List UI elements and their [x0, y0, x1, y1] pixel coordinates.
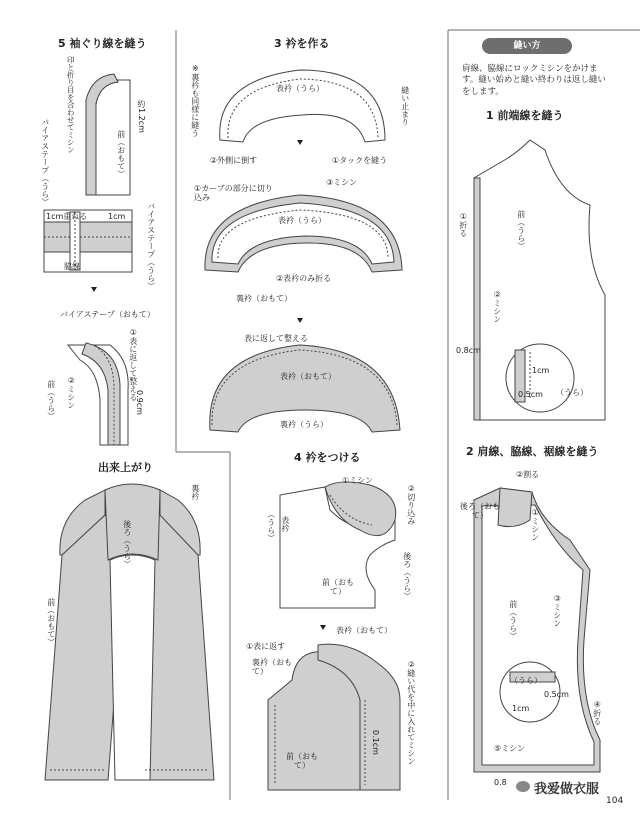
step5-mark-align-label: 印と折り目を合わせてミシン — [66, 56, 76, 154]
step3-heading: 3 衿を作る — [274, 37, 330, 50]
step5-arrow-1 — [91, 287, 97, 292]
step1-heading: 1 前端線を縫う — [486, 109, 564, 122]
step5-overlap-label: 1cm重ねる — [46, 212, 88, 221]
step4-machine1-label: ①ミシン — [342, 476, 373, 485]
step3-collar-piece-3 — [210, 345, 400, 432]
step3-machine3-label: ③ミシン — [326, 178, 357, 187]
step5-heading: 5 袖ぐり線を縫う — [58, 37, 147, 50]
step4-seam-in-label: ②縫い代を中に入れてミシン — [406, 660, 416, 765]
step4-back-collar-label: 裏衿（おもて） — [252, 658, 292, 677]
step3-curve-clip-label: ①カーブの部分に切り込み — [194, 184, 273, 203]
step5-bias-finish-diagram — [68, 343, 128, 445]
step5-bias-tape-label: バイアステープ（うら） — [40, 118, 50, 206]
step2-front-back-label: 前（うら） — [508, 600, 518, 640]
step5-side-line-label: 脇線 — [64, 262, 80, 271]
step2-cm1-label: 1cm — [512, 704, 530, 713]
step3-stitch-stop-label: 縫い止まり — [400, 86, 410, 126]
wechat-logo-icon — [516, 781, 530, 792]
step4-cm01-label: 0.1cm — [370, 730, 380, 755]
step2-heading: 2 肩線、脇線、裾線を縫う — [466, 445, 599, 458]
step4-face-omote-label: 表衿（おもて） — [336, 626, 392, 635]
step4-heading: 4 衿をつける — [294, 451, 361, 464]
page-number: 104 — [606, 796, 624, 806]
watermark-text: 我爱做衣服 — [534, 782, 600, 797]
step1-machine-label: ②ミシン — [492, 290, 502, 323]
step2-fold4-label: ④折る — [592, 700, 602, 725]
finished-front-omote-label: 前（おもて） — [46, 598, 56, 646]
step4-front-omote-label: 前（おもて） — [322, 578, 354, 597]
step3-arrow-2 — [297, 318, 303, 323]
finished-back-collar-label: 裏衿 — [190, 484, 200, 500]
step2-machine1-label: ①ミシン — [530, 508, 540, 541]
finished-heading: 出来上がり — [98, 461, 153, 474]
step1-detail-circle — [506, 344, 574, 412]
step3-arrow-1 — [297, 140, 303, 145]
step4-face-collar-label: 表衿 — [280, 516, 290, 532]
step4-ura-label: （うら） — [266, 510, 276, 542]
step4-turn-in-label: ①表に返す — [246, 642, 286, 651]
step3-tuck-label: ①タックを縫う — [332, 156, 388, 165]
step2-back-front-label: 後ろ（おもて） — [460, 502, 500, 521]
step2-cm05-label: 0.5cm — [544, 690, 569, 699]
step4-front-omote2-label: 前（おもて） — [286, 752, 318, 771]
step4-arrow — [320, 625, 326, 630]
step2-cm08-label: 0.8 — [494, 778, 507, 787]
step5-bias-tape-omote-label: バイアステープ（おもて） — [60, 310, 155, 319]
how-to-sew-intro: 肩線、脇線にロックミシンをかけます。縫い始めと縫い終わりは返し縫いをします。 — [462, 64, 606, 97]
step2-machine3-label: ③ミシン — [552, 594, 562, 627]
step3-back-collar-ura-label: 裏衿（うら） — [280, 420, 328, 429]
step3-face-ura2-label: 表衿（うら） — [278, 216, 326, 225]
step5-fold-finish-label: ①表に返して整える — [128, 328, 138, 401]
step4-clip2-label: ②切り込み — [406, 484, 416, 525]
step5-bias-tape2-label: バイアステープ（うら） — [146, 202, 156, 290]
step1-fold-label: ①折る — [458, 212, 468, 237]
step2-ura-label: （うら） — [510, 676, 542, 685]
step3-note-same-label: ※裏衿も同様に縫う — [190, 64, 200, 137]
step5-cm09-label: 0.9cm — [134, 390, 144, 415]
step1-front-back-label: 前（うら） — [516, 210, 526, 250]
step3-face-omote-label: 表衿（おもて） — [280, 372, 336, 381]
step5-cm12-label: 約1.2cm — [136, 100, 146, 133]
finished-back-ura-label: 後ろ（うら） — [122, 520, 132, 568]
step4-back-ura-label: 後ろ（うら） — [402, 552, 412, 600]
step3-back-collar-label: 裏衿（おもて） — [236, 294, 292, 303]
step5-machine2-label: ②ミシン — [66, 376, 76, 409]
step3-collar-piece-2 — [205, 195, 402, 272]
step5-cm1-label: 1cm — [108, 212, 126, 221]
step1-cm1-label: 1cm — [532, 366, 550, 375]
step2-split-label: ②割る — [516, 470, 540, 479]
step3-turn-out-label: 表に返して整える — [244, 334, 308, 343]
step1-ura-label: （うら） — [556, 388, 588, 397]
step3-collar-piece-1 — [220, 70, 385, 142]
step1-cm08-label: 0.8cm — [456, 346, 481, 355]
how-to-sew-badge: 縫い方 — [482, 38, 572, 54]
step3-fold-face-label: ②表衿のみ折る — [276, 274, 332, 283]
step5-front2-label: 前（うら） — [46, 380, 56, 420]
step3-face-ura-label: 表衿（うら） — [276, 84, 324, 93]
step3-fold-out-label: ②外側に倒す — [210, 156, 258, 165]
step1-cm05-label: 0.5cm — [518, 390, 543, 399]
step2-machine5-label: ⑤ミシン — [494, 744, 525, 753]
step5-front-label: 前（おもて） — [116, 130, 126, 178]
